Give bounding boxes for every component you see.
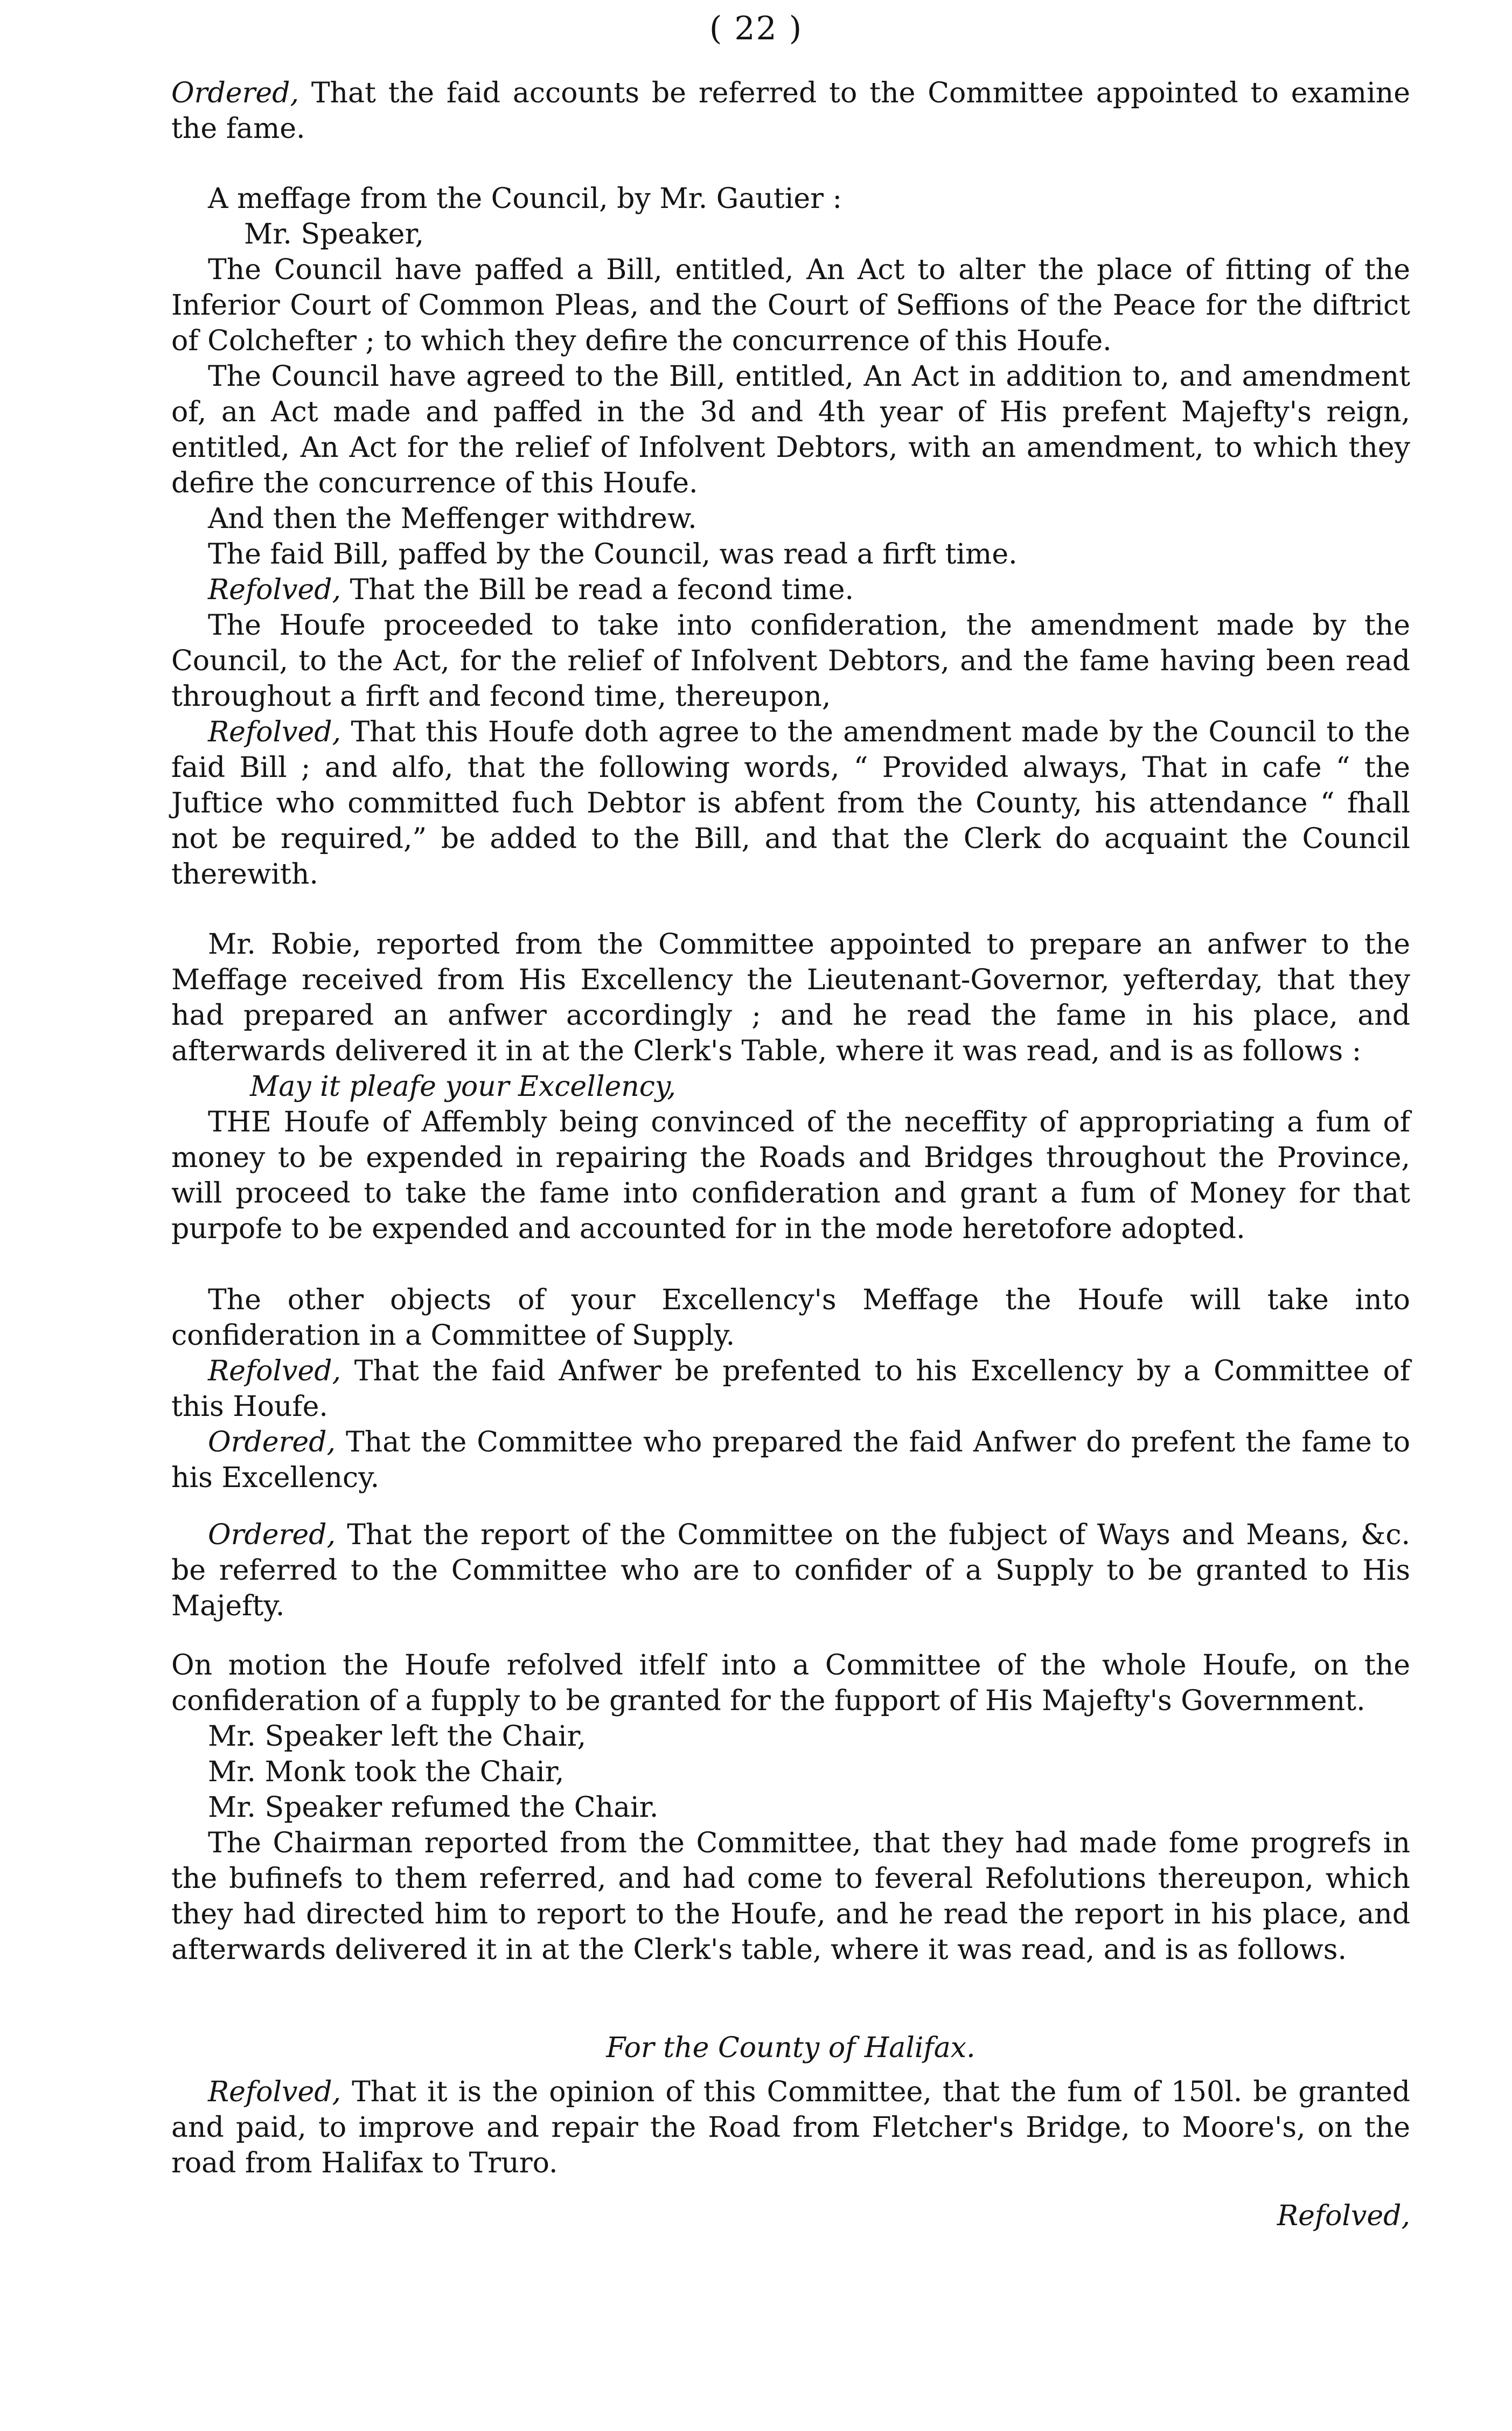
para-resolved-present-answer: Refolved, That the faid Anfwer be prefented to his Excellency by a Committee of this Houfe. (171, 1355, 1410, 1423)
section-heading-county-halifax: For the County of Halifax. (606, 2032, 976, 2064)
salutation: May it pleafe your Excellency, (250, 1071, 676, 1103)
para-ordered-committee-present: Ordered, That the Committee who prepared the faid Anfwer do prefent the fame to his Excellency. (171, 1426, 1410, 1494)
para-monk-took-chair: Mr. Monk took the Chair, (208, 1756, 565, 1788)
para-council-bill-colchester: The Council have paffed a Bill, entitled, An Act to alter the place of fitting of the Inferior Court of Common Pleas, and the Court of Seffions of the Peace for the diftrict of Colchefter ; to which they defire the concurrence of this Houfe. (171, 254, 1410, 357)
para-mr-speaker: Mr. Speaker, (244, 218, 424, 251)
para-resolved-150-road: Refolved, That it is the opinion of this Committee, that the fum of 150l. be granted and paid, to improve and repair the Road from Fletcher's Bridge, to Moore's, on the road from Halifax to Truro. (171, 2076, 1410, 2179)
para-council-insolvent-amendment: The Council have agreed to the Bill, entitled, An Act in addition to, and amendment of, an Act made and paffed in the 3d and 4th year of His prefent Majefty's reign, entitled, An Act for the relief of Infolvent Debtors, with an amendment, to which they defire the concurrence of this Houfe. (171, 360, 1410, 499)
para-ordered-ways-means: Ordered, That the report of the Committee on the fubject of Ways and Means, &c. be referred to the Committee who are to confider of a Supply to be granted to His Majefty. (171, 1519, 1410, 1622)
catchword: Refolved, (1277, 2200, 1410, 2232)
para-house-amendment: The Houfe proceeded to take into confideration, the amendment made by the Council, to the Act, for the relief of Infolvent Debtors, and the fame having been read throughout a firft and fecond time, thereupon, (171, 609, 1410, 713)
para-resolved-second-time: Refolved, That the Bill be read a fecond time. (208, 574, 854, 606)
para-ordered-accounts: Ordered, That the faid accounts be referred to the Committee appointed to examine the fame. (171, 77, 1410, 145)
para-first-reading: The faid Bill, paffed by the Council, was read a firft time. (208, 538, 1018, 571)
para-speaker-left: Mr. Speaker left the Chair, (208, 1720, 587, 1753)
para-resolved-agree-amendment: Refolved, That this Houfe doth agree to the amendment made by the Council to the faid Bill ; and alfo, that the following words, “ Provided always, That in cafe “ the Juftice who committed fuch Debtor is abfent from the County, his attendance “ fhall not be required,” be added to the Bill, and that the Clerk do acquaint the Council therewith. (171, 716, 1410, 891)
para-answer-roads-bridges: THE Houfe of Affembly being convinced of the neceffity of appropriating a fum of money to be expended in repairing the Roads and Bridges throughout the Province, will proceed to take the fame into confideration and grant a fum of Money for that purpofe to be expended and accounted for in the mode heretofore adopted. (171, 1106, 1410, 1245)
para-message-council: A meffage from the Council, by Mr. Gautier : (208, 183, 842, 215)
para-chairman-reported: The Chairman reported from the Committee, that they had made fome progrefs in the bufinefs to them referred, and had come to feveral Refolutions thereupon, which they had directed him to report to the Houfe, and he read the report in his place, and afterwards delivered it in at the Clerk's table, where it was read, and is as follows. (171, 1827, 1410, 1966)
para-other-objects: The other objects of your Excellency's Meffage the Houfe will take into confideration in a Committee of Supply. (171, 1284, 1410, 1352)
page-number: ( 22 ) (709, 10, 803, 47)
para-messenger-withdrew: And then the Meffenger withdrew. (208, 503, 697, 535)
para-speaker-resumed: Mr. Speaker refumed the Chair. (208, 1791, 659, 1824)
para-committee-whole-house: On motion the Houfe refolved itfelf into a Committee of the whole Houfe, on the confideration of a fupply to be granted for the fupport of His Majefty's Government. (171, 1649, 1410, 1717)
para-robie-report: Mr. Robie, reported from the Committee appointed to prepare an anfwer to the Meffage received from His Excellency the Lieutenant-Governor, yefterday, that they had prepared an anfwer accordingly ; and he read the fame in his place, and afterwards delivered it in at the Clerk's Table, where it was read, and is as follows : (171, 928, 1410, 1067)
